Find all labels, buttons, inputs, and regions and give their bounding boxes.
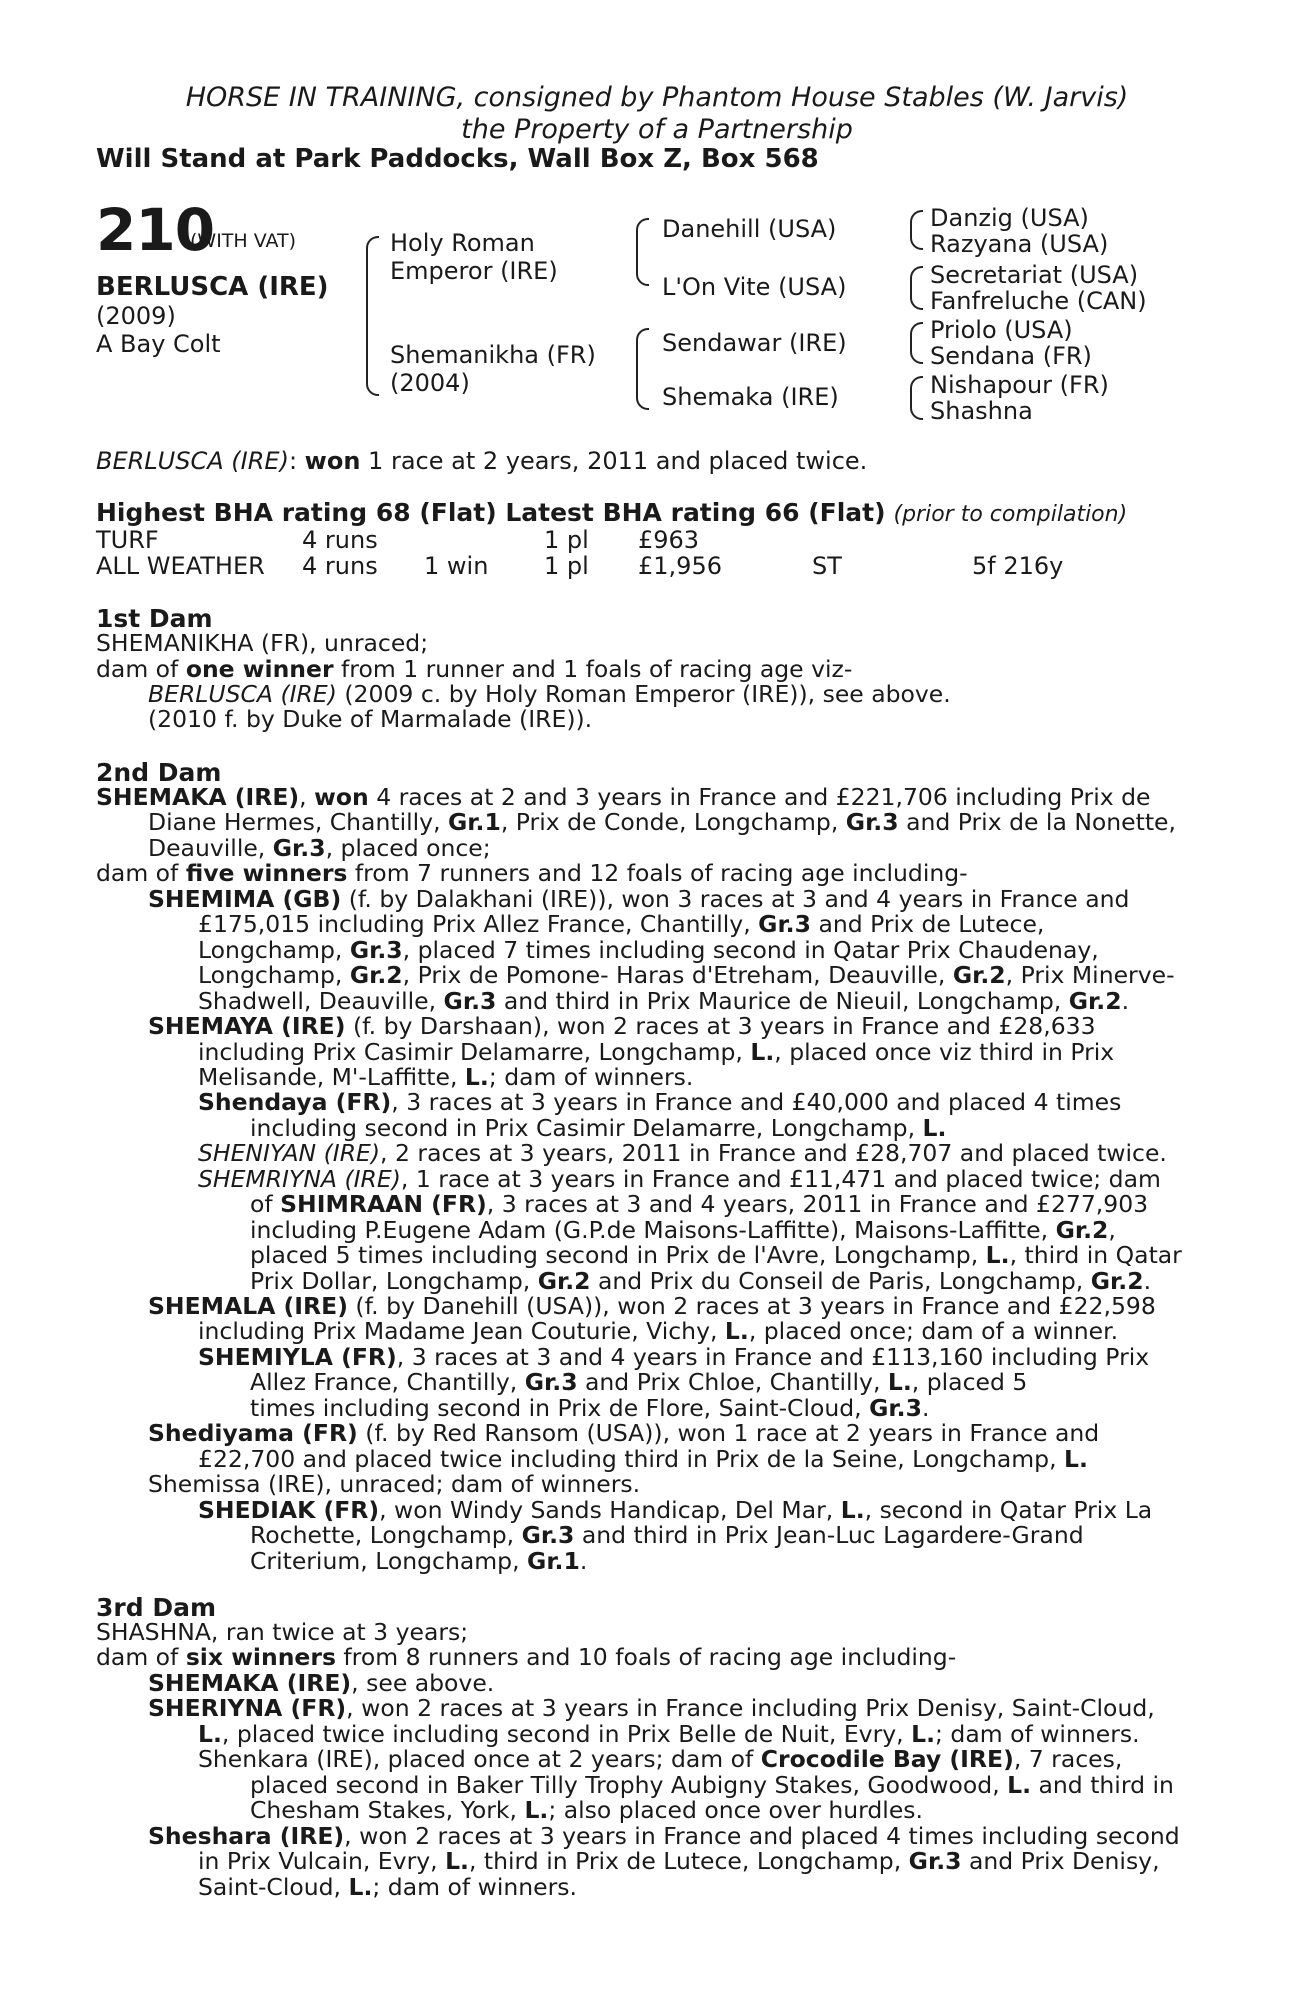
second-dam-line: SHEMRIYNA (IRE), 1 race at 3 years in France and £11,471 and placed twice; dam xyxy=(198,1164,1161,1193)
second-dam-line: including Prix Casimir Delamarre, Longchamp, L., placed once viz third in Prix xyxy=(198,1037,1115,1066)
second-dam-line: Prix Dollar, Longchamp, Gr.2 and Prix du Conseil de Paris, Longchamp, Gr.2. xyxy=(250,1266,1152,1295)
second-dam-line: Shendaya (FR), 3 races at 3 years in France and £40,000 and placed 4 times xyxy=(198,1088,1122,1117)
ratings-bold: Highest BHA rating 68 (Flat) Latest BHA rating 66 (Flat) xyxy=(96,498,886,527)
turf-placed: 1 pl xyxy=(544,526,589,554)
ratings-line xyxy=(96,500,1127,528)
g3-ssd: Razyana (USA) xyxy=(930,230,1109,258)
third-dam-line: in Prix Vulcain, Evry, L., third in Prix de Lutece, Longchamp, Gr.3 and Prix Denisy, xyxy=(198,1847,1160,1876)
first-dam-heading: 1st Dam xyxy=(96,604,213,633)
first-dam-line1: SHEMANIKHA (FR), unraced; xyxy=(96,629,429,657)
second-dam-line: including P.Eugene Adam (G.P.de Maisons-Laffitte), Maisons-Laffitte, Gr.2, xyxy=(250,1215,1116,1244)
sire-name-l2: Emperor (IRE) xyxy=(390,257,558,285)
first-dam-line4: (2010 f. by Duke of Marmalade (IRE)). xyxy=(148,705,593,733)
fd-l3b: (2009 c. by Holy Roman Emperor (IRE)), see above. xyxy=(336,680,951,708)
turf-money: £963 xyxy=(638,526,700,554)
turf-runs: 4 runs xyxy=(302,526,378,554)
third-dam-line: Sheshara (IRE), won 2 races at 3 years in France and placed 4 times including second xyxy=(148,1821,1180,1850)
turf-label: TURF xyxy=(96,526,159,554)
second-dam-line: SHENIYAN (IRE), 2 races at 3 years, 2011 in France and £28,707 and placed twice. xyxy=(198,1139,1167,1168)
second-dam-line: Rochette, Longchamp, Gr.3 and third in Prix Jean-Luc Lagardere-Grand xyxy=(250,1521,1084,1550)
second-dam-line: Allez France, Chantilly, Gr.3 and Prix Chloe, Chantilly, L., placed 5 xyxy=(250,1368,1028,1397)
sire-name-l1: Holy Roman xyxy=(390,229,535,257)
third-dam-line: SHASHNA, ran twice at 3 years; xyxy=(96,1618,469,1646)
fd-l2a: dam of xyxy=(96,655,186,683)
horse-description: A Bay Colt xyxy=(96,330,221,358)
first-dam-line2 xyxy=(96,656,852,682)
second-dam-line: Deauville, Gr.3, placed once; xyxy=(148,833,491,862)
third-dam-line: L., placed twice including second in Prix Belle de Nuit, Evry, L.; dam of winners. xyxy=(198,1719,1140,1748)
g3-sss: Danzig (USA) xyxy=(930,204,1089,232)
first-dam-line3 xyxy=(148,681,951,707)
third-dam-heading: 3rd Dam xyxy=(96,1593,216,1622)
vat-note: (WITH VAT) xyxy=(190,230,297,252)
fd-l2b: one winner xyxy=(185,655,334,683)
second-dam-line: Melisande, M'-Laffitte, L.; dam of winners. xyxy=(198,1062,694,1091)
second-dam-line: Diane Hermes, Chantilly, Gr.1, Prix de Conde, Longchamp, Gr.3 and Prix de la Nonette, xyxy=(148,808,1176,837)
stabling-line: Will Stand at Park Paddocks, Wall Box Z, Box 568 xyxy=(96,144,819,174)
second-dam-line: Longchamp, Gr.2, Prix de Pomone- Haras d'Etreham, Deauville, Gr.2, Prix Minerve- xyxy=(198,961,1175,990)
fd-l2c: from 1 runner and 1 foals of racing age viz- xyxy=(333,655,853,683)
aw-surface: ST xyxy=(812,552,842,580)
g3-ddd: Shashna xyxy=(930,397,1033,425)
bracket-2 xyxy=(910,266,923,310)
second-dam-line: placed 5 times including second in Prix de l'Avre, Longchamp, L., third in Qatar xyxy=(250,1241,1182,1270)
third-dam-line: SHEMAKA (IRE), see above. xyxy=(148,1668,495,1697)
second-dam-line: Shemissa (IRE), unraced; dam of winners. xyxy=(148,1470,641,1499)
g3-sdd: Fanfreluche (CAN) xyxy=(930,287,1147,315)
lot-number: 210 xyxy=(96,196,215,264)
second-dam-line: £22,700 and placed twice including third in Prix de la Seine, Longchamp, L. xyxy=(198,1444,1088,1473)
second-dam-line: of SHIMRAAN (FR), 3 races at 3 and 4 years, 2011 in France and £277,903 xyxy=(250,1190,1149,1219)
bracket-3 xyxy=(910,322,923,364)
g3-dss: Priolo (USA) xyxy=(930,316,1073,344)
second-dam-line: dam of five winners from 7 runners and 12 foals of racing age including- xyxy=(96,859,968,888)
second-dam-line: Longchamp, Gr.3, placed 7 times including second in Qatar Prix Chaudenay, xyxy=(198,935,1099,964)
third-dam-line: Shenkara (IRE), placed once at 2 years; dam of Crocodile Bay (IRE), 7 races, xyxy=(198,1745,1123,1774)
g3-dds: Nishapour (FR) xyxy=(930,371,1109,399)
fd-l3a: BERLUSCA (IRE) xyxy=(148,680,337,708)
bracket-4 xyxy=(910,376,923,420)
dams-sire: Sendawar (IRE) xyxy=(662,329,847,357)
race-summary xyxy=(96,448,867,474)
sires-dam: L'On Vite (USA) xyxy=(662,273,847,301)
foaling-year: (2009) xyxy=(96,302,176,330)
aw-distance: 5f 216y xyxy=(972,552,1064,580)
summary-rest: 1 race at 2 years, 2011 and placed twice. xyxy=(360,447,868,475)
dam-name-l2: (2004) xyxy=(390,369,470,397)
sires-sire: Danehill (USA) xyxy=(662,215,837,243)
second-dam-line: Criterium, Longchamp, Gr.1. xyxy=(250,1546,588,1575)
second-dam-line: including second in Prix Casimir Delamarre, Longchamp, L. xyxy=(250,1113,947,1142)
aw-runs: 4 runs xyxy=(302,552,378,580)
horse-name: BERLUSCA (IRE) xyxy=(96,272,329,302)
second-dam-line: times including second in Prix de Flore, Saint-Cloud, Gr.3. xyxy=(250,1393,930,1422)
third-dam-line: dam of six winners from 8 runners and 10 foals of racing age including- xyxy=(96,1643,957,1672)
aw-placed: 1 pl xyxy=(544,552,589,580)
third-dam-line: Saint-Cloud, L.; dam of winners. xyxy=(198,1872,577,1901)
second-dam-line: £175,015 including Prix Allez France, Chantilly, Gr.3 and Prix de Lutece, xyxy=(198,910,1045,939)
third-dam-line: Chesham Stakes, York, L.; also placed once over hurdles. xyxy=(250,1796,924,1825)
second-dam-line: SHEMAYA (IRE) (f. by Darshaan), won 2 races at 3 years in France and £28,633 xyxy=(148,1012,1096,1041)
third-dam-line: SHERIYNA (FR), won 2 races at 3 years in France including Prix Denisy, Saint-Cloud, xyxy=(148,1694,1155,1723)
consignor-line: HORSE IN TRAINING, consigned by Phantom House Stables (W. Jarvis) xyxy=(185,82,1129,113)
ratings-note: (prior to compilation) xyxy=(893,502,1128,527)
second-dam-line: Shadwell, Deauville, Gr.3 and third in Prix Maurice de Nieuil, Longchamp, Gr.2. xyxy=(198,986,1130,1015)
aw-wins: 1 win xyxy=(424,552,489,580)
dam-line-bracket xyxy=(636,328,649,410)
dam-name-l1: Shemanikha (FR) xyxy=(390,341,596,369)
summary-colon: : xyxy=(288,447,298,475)
bracket-1 xyxy=(910,210,923,250)
ownership-line: the Property of a Partnership xyxy=(461,114,853,145)
sire-line-bracket xyxy=(636,218,649,286)
g3-sds: Secretariat (USA) xyxy=(930,261,1139,289)
second-dam-line: Shediyama (FR) (f. by Red Ransom (USA)), won 1 race at 2 years in France and xyxy=(148,1419,1100,1448)
aw-label: ALL WEATHER xyxy=(96,552,265,580)
second-dam-line: SHEMALA (IRE) (f. by Danehill (USA)), won 2 races at 3 years in France and £22,598 xyxy=(148,1292,1156,1320)
second-dam-line: SHEMIMA (GB) (f. by Dalakhani (IRE)), won 3 races at 3 and 4 years in France and xyxy=(148,884,1130,913)
summary-won: won xyxy=(304,447,361,475)
second-dam-heading: 2nd Dam xyxy=(96,758,222,787)
aw-money: £1,956 xyxy=(638,552,722,580)
second-dam-line: including Prix Madame Jean Couturie, Vichy, L., placed once; dam of a winner. xyxy=(198,1317,1119,1346)
g3-dsd: Sendana (FR) xyxy=(930,342,1092,370)
summary-name: BERLUSCA (IRE) xyxy=(96,447,289,475)
second-dam-line: SHEMAKA (IRE), won 4 races at 2 and 3 years in France and £221,706 including Prix de xyxy=(96,783,1151,811)
second-dam-line: SHEMIYLA (FR), 3 races at 3 and 4 years in France and £113,160 including Prix xyxy=(198,1342,1150,1371)
third-dam-line: placed second in Baker Tilly Trophy Aubigny Stakes, Goodwood, L. and third in xyxy=(250,1770,1174,1799)
sire-dam-bracket xyxy=(366,236,379,396)
dams-dam: Shemaka (IRE) xyxy=(662,383,839,411)
second-dam-line: SHEDIAK (FR), won Windy Sands Handicap, Del Mar, L., second in Qatar Prix La xyxy=(198,1495,1153,1524)
